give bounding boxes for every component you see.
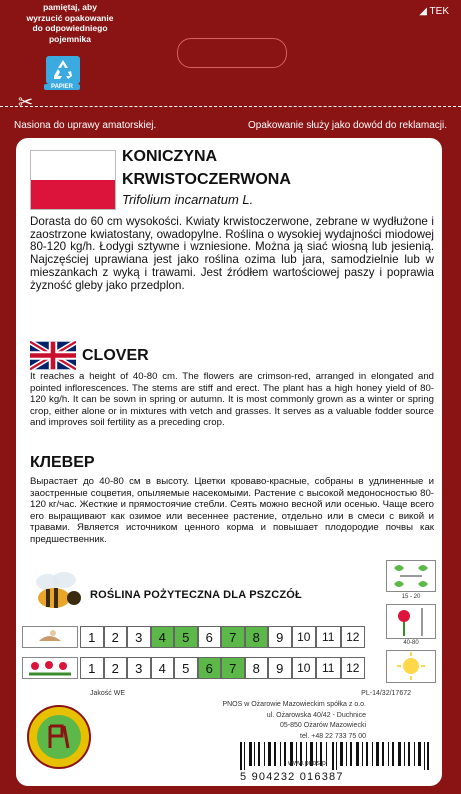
month-cell: 3 <box>127 626 151 648</box>
month-cell: 3 <box>127 657 151 679</box>
note-line: do odpowiedniego <box>32 23 108 33</box>
month-cell: 8 <box>245 657 269 679</box>
product-name-line2: KRWISTOCZERWONA <box>122 171 291 188</box>
sowing-months <box>80 626 365 648</box>
brand-mark <box>419 6 449 17</box>
product-name-line1: KONICZYNA <box>122 148 218 165</box>
month-cell: 6 <box>198 626 222 648</box>
month-cell: 2 <box>104 657 128 679</box>
month-cell: 4 <box>151 626 175 648</box>
poland-flag-icon <box>30 150 116 210</box>
month-cell: 4 <box>151 657 175 679</box>
company-line: 05-850 Ożarów Mazowiecki <box>280 722 366 729</box>
note-line: pojemnika <box>48 33 92 44</box>
scissors-icon: ✂ <box>18 92 34 112</box>
month-cell: 8 <box>245 626 269 648</box>
leaf-icon: ◢ <box>419 6 427 17</box>
month-cell: 10 <box>292 626 317 648</box>
month-cell: 1 <box>80 626 104 648</box>
flowering-icon <box>22 657 78 679</box>
month-cell: 9 <box>268 657 292 679</box>
flowering-calendar <box>22 657 384 679</box>
spacing-label: 15 - 20 <box>401 594 421 600</box>
month-cell: 5 <box>174 626 198 648</box>
paper-label: PAPIER <box>44 84 80 90</box>
month-cell: 1 <box>80 657 104 679</box>
quality-seal-icon <box>26 704 92 770</box>
cultivation-info-panel <box>386 560 436 684</box>
complaint-note: Opakowanie służy jako dowód do reklamacji. <box>248 120 447 131</box>
month-cell: 2 <box>104 626 128 648</box>
company-info <box>120 700 366 742</box>
amateur-note: Nasiona do uprawy amatorskiej. <box>14 120 157 131</box>
company-line: PNOS w Ożarowie Mazowieckim spółka z o.o. <box>222 701 366 708</box>
barcode-number: 5 904232 016387 <box>240 771 344 783</box>
company-line: tel. +48 22 733 75 00 <box>300 732 366 740</box>
latin-name: Trifolium incarnatum L. <box>122 192 254 207</box>
russian-description: Вырастает до 40-80 см в высоту. Цветки кроваво-красные, собраны в удлиненные и заостренные соцветия, опыляемые насекомыми. Растение с высокой медоносностью 80-120 кг/час. Жесткие и прямостоячие стебли. Сеять можно весной или осенью. Чаще всего его выращивают как озимое или весеннее растение, отдельно или в смеси с викой и травами. Является источником ценного корма и повышает плодородие почвы как предшественник. <box>30 476 434 545</box>
quality-label: Jakość WE <box>90 690 126 697</box>
brand-mark-text: TEK <box>429 6 449 17</box>
polish-description: Dorasta do 60 cm wysokości. Kwiaty krwistoczerwone, zebrane w wydłużone i zaostrzone kwiatostany, owadopylne. Roślina o wysokiej wydajności miodowej 80-120 kg/h. Łodygi sztywne i wzniesione. Można ją siać wiosną lub jesienią. Najczęściej uprawiana jest jako roślina ozima lub jara, samodzielnie lub w mieszankach z wyką i trawami. Jest źródłem wartościowej paszy i poprawia żyzność gleby jako przedplon. <box>30 215 434 292</box>
bee-icon <box>30 568 86 618</box>
hang-hole <box>177 38 287 68</box>
note-line: pamiętaj, aby <box>43 2 97 12</box>
english-title: CLOVER <box>82 347 149 364</box>
month-cell: 9 <box>268 626 292 648</box>
company-line: ul. Ożarowska 40/42 - Duchnice <box>266 711 366 719</box>
month-cell: 12 <box>341 657 366 679</box>
month-cell: 11 <box>316 626 341 648</box>
sowing-calendar <box>22 626 384 648</box>
month-cell: 7 <box>221 626 245 648</box>
recycle-icon <box>46 56 80 84</box>
sowing-icon <box>22 626 78 648</box>
month-cell: 5 <box>174 657 198 679</box>
website: www.pnos.pl <box>288 760 328 767</box>
cut-line <box>0 106 461 107</box>
bee-friendly-note: ROŚLINA POŻYTECZNA DLA PSZCZÓŁ <box>90 589 302 601</box>
month-cell: 6 <box>198 657 222 679</box>
english-description: It reaches a height of 40-80 cm. The flowers are crimson-red, arranged in elongated and pointed inflorescences. The stems are stiff and erect. The plant has a high honey yield of 80-120 kg/h. It can be sown in spring or autumn. It is most commonly grown as a winter or spring crop, either alone or in mixtures with vetch and grasses. It serves as a valuable fodder source and improves soil fertility as a preceding crop. <box>30 371 434 429</box>
month-cell: 11 <box>316 657 341 679</box>
registration-number: PL-14/32/17672 <box>361 690 411 697</box>
flowering-months <box>80 657 365 679</box>
uk-flag-icon <box>30 341 76 370</box>
note-line: wyrzucić opakowanie <box>26 12 114 23</box>
russian-title: КЛЕВЕР <box>30 454 95 471</box>
month-cell: 7 <box>221 657 245 679</box>
height-label: 40-80 <box>403 640 419 646</box>
barcode-icon <box>240 742 430 770</box>
month-cell: 10 <box>292 657 317 679</box>
recycling-note <box>10 2 130 44</box>
month-cell: 12 <box>341 626 366 648</box>
